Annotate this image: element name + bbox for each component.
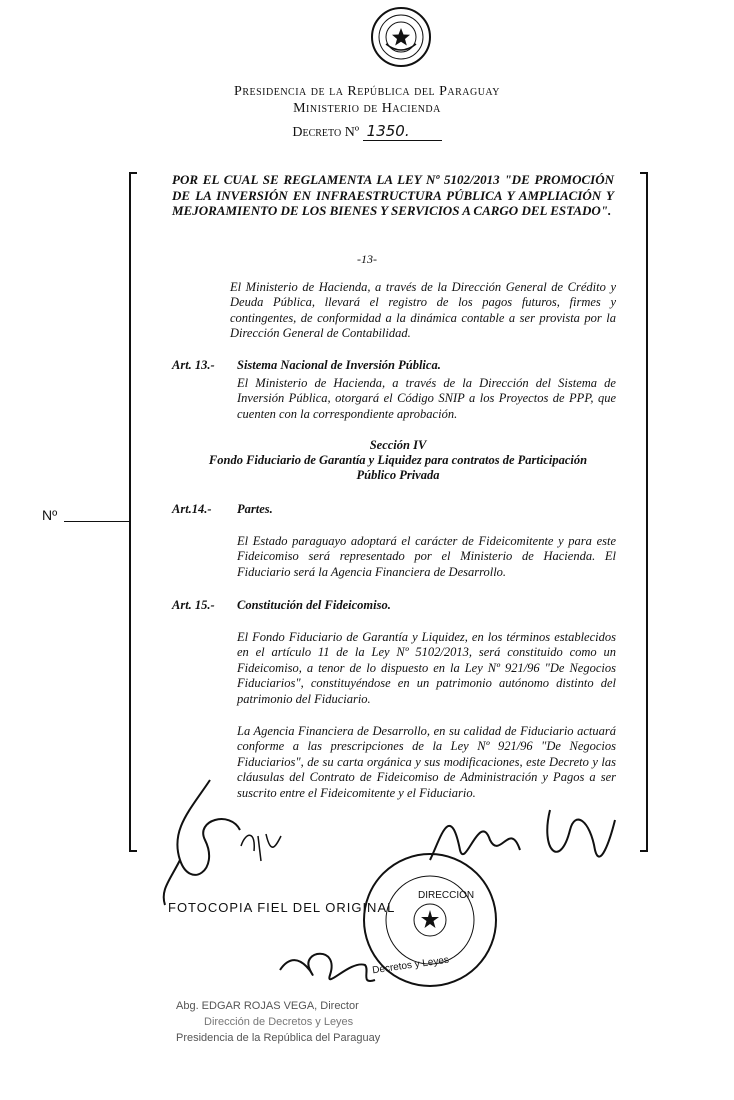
header-presidency: Presidencia de la República del Paraguay <box>234 84 500 99</box>
art13-text: El Ministerio de Hacienda, a través de la Dirección del Sistema de Inversión Pública, otorgará el Código SNIP a los Proyectos de PPP, que cuenten con la correspondiente aprobación. <box>237 376 616 421</box>
intro-paragraph: El Ministerio de Hacienda, a través de la Dirección General de Crédito y Deuda Pública, llevará el registro de los pagos futuros, firmes y contingentes, de conformidad a la dinámica contable a ser provista por la Dirección General de Contabilidad. <box>230 280 616 341</box>
section-title-line1: Fondo Fiduciario de Garantía y Liquidez para contratos de Participación <box>208 453 588 467</box>
initials-signature <box>236 826 286 866</box>
copy-stamp-text: FOTOCOPIA FIEL DEL ORIGINAL <box>168 900 396 915</box>
art15-text1: El Fondo Fiduciario de Garantía y Liquidez, en los términos establecidos en el artículo 11 de la Ley Nº 5102/2013, será constituido como un Fideicomiso, a tenor de lo dispuesto en la Ley Nº 921/96 "De Negocios Fiduciarios", constituyéndose en un patrimonio autónomo distinto del patrimonio del Fiduciario. <box>237 630 616 706</box>
art15-text2: La Agencia Financiera de Desarrollo, en su calidad de Fiduciario actuará conforme a las prescripciones de la Ley Nº 921/96 "De Negocios Fiduciarios", de su carta orgánica y sus modificaciones, este Decreto y las cláusulas del Contrato de Fideicomiso de Administración y Pagos a ser suscrito entre el Fideicomitente y el Fiduciario. <box>237 724 616 800</box>
decree-number-line <box>0 122 734 141</box>
seal-inner-text: DIRECCION <box>418 890 475 901</box>
margin-number-line <box>64 521 130 522</box>
decree-label: Decreto Nº <box>292 125 360 140</box>
left-bracket <box>129 172 137 852</box>
art15-heading: Constitución del Fideicomiso. <box>237 598 391 612</box>
footer-presidency: Presidencia de la República del Paraguay <box>176 1032 381 1044</box>
footer-director: Abg. EDGAR ROJAS VEGA, Director <box>176 1000 359 1012</box>
page-number: -13- <box>357 252 377 266</box>
art14-label: Art.14.- <box>172 502 212 516</box>
footer-directorate: Dirección de Decretos y Leyes <box>204 1016 354 1028</box>
art13-label: Art. 13.- <box>172 358 215 372</box>
decree-title: POR EL CUAL SE REGLAMENTA LA LEY Nº 5102/2013 "DE PROMOCIÓN DE LA INVERSIÓN EN INFRAESTRUCTURA PÚBLICA Y AMPLIACIÓN Y MEJORAMIENTO DE LOS BIENES Y SERVICIOS A CARGO DEL ESTADO". <box>172 172 614 218</box>
paraguay-seal <box>366 6 436 68</box>
seal-bottom-text: Decretos y Leyes <box>371 954 450 977</box>
art14-text: El Estado paraguayo adoptará el carácter de Fideicomitente y para este Fideicomiso será representado por el Ministerio de Hacienda. El Fiduciario será la Agencia Financiera de Desarrollo. <box>237 534 616 579</box>
decree-number: 1350. <box>363 122 442 141</box>
header-ministry: Ministerio de Hacienda <box>293 101 441 116</box>
art15-label: Art. 15.- <box>172 598 215 612</box>
art14-heading: Partes. <box>237 502 273 516</box>
margin-number-label: Nº <box>42 507 58 523</box>
section-label: Sección IV <box>369 438 427 452</box>
right-bracket <box>640 172 648 852</box>
art13-heading: Sistema Nacional de Inversión Pública. <box>237 358 441 372</box>
signature-lower <box>270 930 380 1000</box>
section-title-line2: Público Privada <box>356 468 440 482</box>
